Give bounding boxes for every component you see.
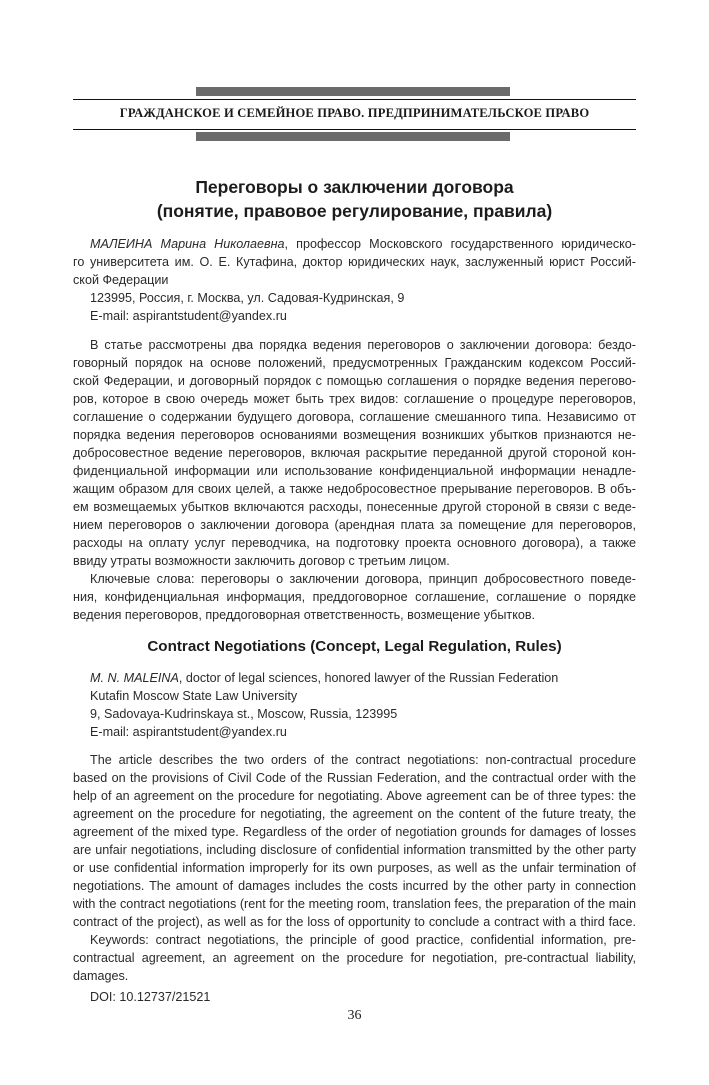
header-bar-top — [196, 87, 510, 96]
author-ru-line2: го университета им. О. Е. Кутафина, доктор юридических наук, заслуженный юрист Россий- — [73, 255, 636, 269]
header-rule-bottom — [73, 129, 636, 130]
abstract-en-line: are unfair negotiations, including disclosure of confidential information transmitted by the other party — [73, 843, 636, 857]
abstract-en-line: The article describes the two orders of the contract negotiations: non-contractual procedure — [90, 753, 636, 767]
abstract-en-line: help of an agreement on the procedure for negotiating. Above agreement can be of three types: the — [73, 789, 636, 803]
abstract-ru-line: добросовестное ведение переговоров, включая раскрытие переданной другой стороной кон- — [73, 446, 636, 460]
author-ru-line1: МАЛЕИНА Марина Николаевна, профессор Московского государственного юридическо- — [90, 237, 636, 251]
header-rule-top — [73, 99, 636, 100]
author-ru-email: E-mail: aspirantstudent@yandex.ru — [90, 309, 287, 323]
abstract-ru-line: ем возмещаемых убытков включаются расходы, понесенные другой стороной в связи с веде- — [73, 500, 636, 514]
abstract-ru-line: говорный порядок на основе положений, предусмотренных Гражданским кодексом Россий- — [73, 356, 636, 370]
abstract-ru-line: жащим образом для своих целей, а также недобросовестное прерывание переговоров. В объ- — [73, 482, 636, 496]
keywords-en-line: damages. — [73, 969, 129, 983]
keywords-en-line: contractual agreement, an agreement on the procedure for negotiation, pre-contractual liability, — [73, 951, 636, 965]
page-number: 36 — [347, 1008, 362, 1023]
abstract-ru-line: нием переговоров о заключении договора (арендная плата за помещение для переговоров, — [73, 518, 636, 532]
author-en-affiliation: Kutafin Moscow State Law University — [90, 689, 298, 703]
abstract-ru-line: порядка ведения переговоров основаниями возмещения возникших убытков признаются не- — [73, 428, 636, 442]
article-title-en: Contract Negotiations (Concept, Legal Regulation, Rules) — [147, 638, 562, 655]
abstract-en-line: negotiations. The amount of damages includes the costs incurred by the other party in connection — [73, 879, 636, 893]
keywords-ru-line: ния, конфиденциальная информация, преддоговорное соглашение, соглашение о порядке — [73, 590, 636, 604]
author-en-line1: M. N. MALEINA, doctor of legal sciences, honored lawyer of the Russian Federation — [90, 671, 559, 685]
author-en-email: E-mail: aspirantstudent@yandex.ru — [90, 725, 287, 739]
author-en-name: M. N. MALEINA — [90, 671, 179, 685]
abstract-ru-line: соглашение о содержании будущего договора, соглашение смешанного типа. Независимо от — [73, 410, 636, 424]
abstract-en-line: agreement of the mixed type. Regardless of the order of negotiation grounds for damages of losses — [73, 825, 636, 839]
author-ru-line3: ской Федерации — [73, 273, 169, 287]
abstract-ru-line: ввиду утраты возможности заключить договор с третьим лицом. — [73, 554, 450, 568]
abstract-en-line: contract of the project), as well as for the loss of opportunity to conclude a contract with a third face. — [73, 915, 636, 929]
abstract-ru-line: В статье рассмотрены два порядка ведения переговоров о заключении договора: бездо- — [90, 338, 636, 352]
abstract-ru-line: ров, которое в свою очередь может быть трех видов: соглашение о процедуре переговоров, — [73, 392, 636, 406]
abstract-en-line: based on the provisions of Civil Code of the Russian Federation, and the contractual order with the — [73, 771, 636, 785]
keywords-en-line: Keywords: contract negotiations, the principle of good practice, confidential information, pre- — [90, 933, 636, 947]
author-en-address: 9, Sadovaya-Kudrinskaya st., Moscow, Russia, 123995 — [90, 707, 398, 721]
section-title: ГРАЖДАНСКОЕ И СЕМЕЙНОЕ ПРАВО. ПРЕДПРИНИМАТЕЛЬСКОЕ ПРАВО — [119, 106, 590, 120]
abstract-ru-line: ской Федерации, и договорный порядок с помощью соглашения о порядке ведения перегово- — [73, 374, 636, 388]
abstract-en-line: agreement on the procedure for negotiating, the agreement on the content of the future treaty, the — [73, 807, 636, 821]
abstract-ru-line: фиденциальной информации или использование конфиденциальной информации ненадле- — [73, 464, 636, 478]
article-title-ru-line1: Переговоры о заключении договора — [195, 177, 514, 197]
doi: DOI: 10.12737/21521 — [90, 990, 211, 1004]
abstract-en-line: with the contract negotiations (rent for the meeting room, translation fees, the preparation of the main — [73, 897, 636, 911]
abstract-ru-line: расходы на оплату услуг переводчика, на подготовку проекта основного договора), а также — [73, 536, 636, 550]
abstract-en-line: or use confidential information improperly for its own purposes, as well as the unfair termination of — [73, 861, 636, 875]
keywords-ru-line: ведения переговоров, преддоговорная ответственность, возмещение убытков. — [73, 608, 536, 622]
keywords-ru-line: Ключевые слова: переговоры о заключении договора, принцип добросовестного поведе- — [90, 572, 636, 586]
header-bar-bottom — [196, 132, 510, 141]
article-title-ru-line2: (понятие, правовое регулирование, правила) — [156, 201, 553, 221]
author-ru-name: МАЛЕИНА Марина Николаевна — [90, 237, 285, 251]
author-ru-address: 123995, Россия, г. Москва, ул. Садовая-Кудринская, 9 — [90, 291, 405, 305]
